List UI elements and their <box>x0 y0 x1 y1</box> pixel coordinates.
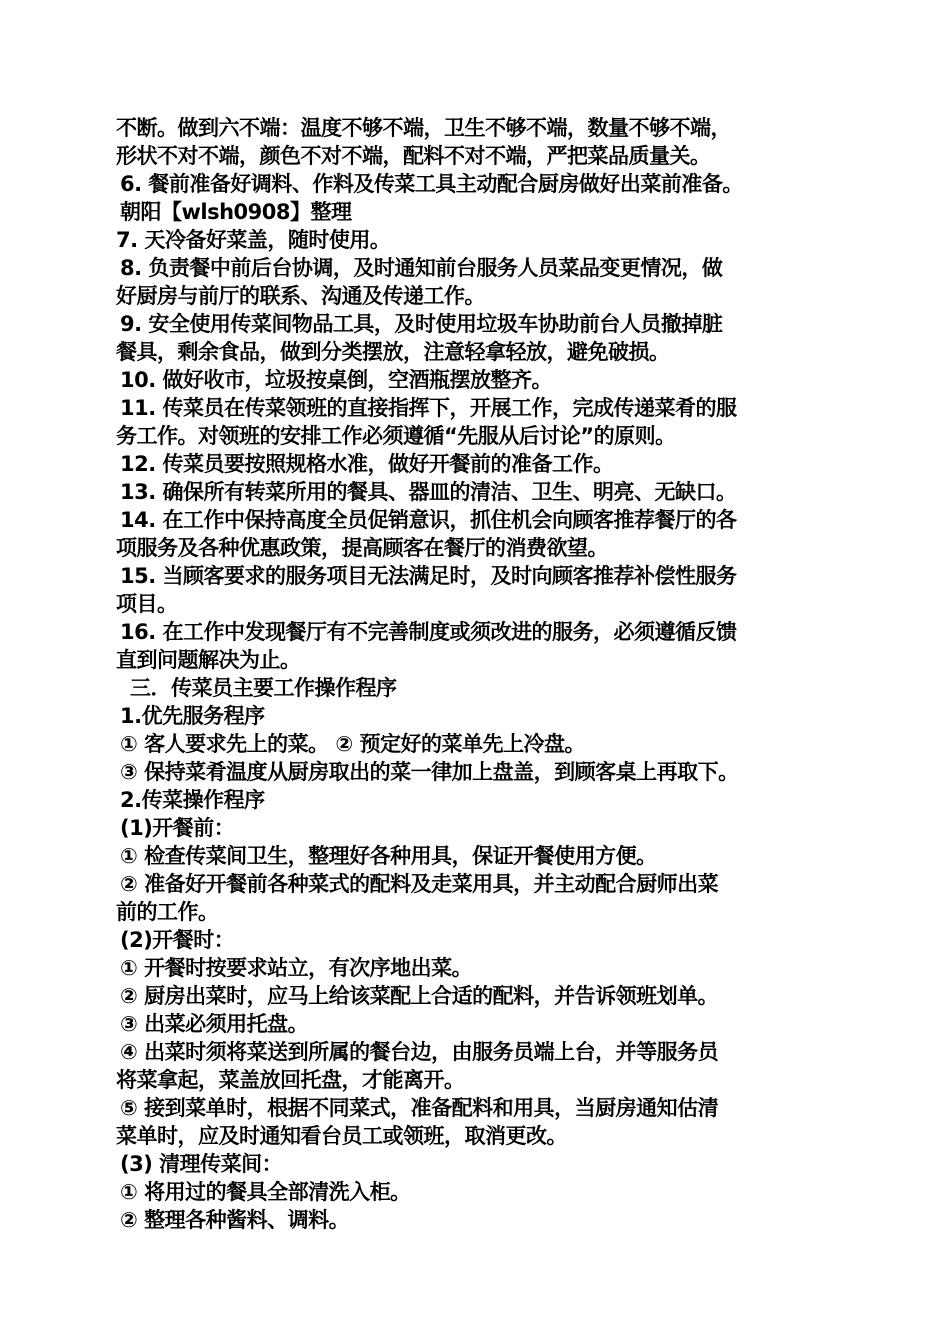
text-line: ⑤ 接到菜单时，根据不同菜式，准备配料和用具，当厨房通知估清 <box>120 1096 719 1120</box>
text-line: 7. 天冷备好菜盖，随时使用。 <box>116 228 391 252</box>
text-line: 朝阳【wlsh0908】整理 <box>120 200 352 224</box>
text-line: 6. 餐前准备好调料、作料及传菜工具主动配合厨房做好出菜前准备。 <box>120 172 743 196</box>
text-line: 直到问题解决为止。 <box>116 648 301 672</box>
text-line: 菜单时，应及时通知看台员工或领班，取消更改。 <box>116 1124 567 1148</box>
text-line: ④ 出菜时须将菜送到所属的餐台边，由服务员端上台，并等服务员 <box>120 1040 719 1064</box>
text-line: 12. 传菜员要按照规格水准，做好开餐前的准备工作。 <box>120 452 614 476</box>
text-line: 1.优先服务程序 <box>120 704 265 728</box>
text-line: 15. 当顾客要求的服务项目无法满足时，及时向顾客推荐补偿性服务 <box>120 564 737 588</box>
text-line: 餐具，剩余食品，做到分类摆放，注意轻拿轻放，避免破损。 <box>116 340 670 364</box>
text-line: 务工作。对领班的安排工作必须遵循“先服从后讨论”的原则。 <box>116 424 676 448</box>
text-line: ② 厨房出菜时，应马上给该菜配上合适的配料，并告诉领班划单。 <box>120 984 719 1008</box>
text-line: 项目。 <box>116 592 178 616</box>
text-line: 项服务及各种优惠政策，提高顾客在餐厅的消费欲望。 <box>116 536 608 560</box>
section-heading: 三．传菜员主要工作操作程序 <box>130 676 397 700</box>
text-line: ② 准备好开餐前各种菜式的配料及走菜用具，并主动配合厨师出菜 <box>120 872 719 896</box>
text-line: 形状不对不端，颜色不对不端，配料不对不端，严把菜品质量关。 <box>116 144 711 168</box>
text-line: 14. 在工作中保持高度全员促销意识，抓住机会向顾客推荐餐厅的各 <box>120 508 737 532</box>
text-line: ③ 出菜必须用托盘。 <box>120 1012 309 1036</box>
text-line: ① 检查传菜间卫生，整理好各种用具，保证开餐使用方便。 <box>120 844 657 868</box>
text-line: ① 将用过的餐具全部清洗入柜。 <box>120 1180 411 1204</box>
text-line: 将菜拿起，菜盖放回托盘，才能离开。 <box>116 1068 465 1092</box>
document-body <box>116 114 836 1234</box>
text-line: 10. 做好收市，垃圾按桌倒，空酒瓶摆放整齐。 <box>120 368 553 392</box>
text-line: (3) 清理传菜间： <box>120 1152 283 1176</box>
text-line: 不断。做到六不端：温度不够不端，卫生不够不端，数量不够不端， <box>116 116 731 140</box>
text-line: 16. 在工作中发现餐厅有不完善制度或须改进的服务，必须遵循反馈 <box>120 620 737 644</box>
text-line: 2.传菜操作程序 <box>120 788 265 812</box>
text-line: 8. 负责餐中前后台协调，及时通知前台服务人员菜品变更情况，做 <box>120 256 723 280</box>
text-line: ① 客人要求先上的菜。 ② 预定好的菜单先上冷盘。 <box>120 732 585 756</box>
text-line: (2)开餐时： <box>120 928 235 952</box>
text-line: ① 开餐时按要求站立，有次序地出菜。 <box>120 956 473 980</box>
text-line: 13. 确保所有转菜所用的餐具、器皿的清洁、卫生、明亮、无缺口。 <box>120 480 737 504</box>
text-line: ③ 保持菜肴温度从厨房取出的菜一律加上盘盖，到顾客桌上再取下。 <box>120 760 739 784</box>
text-line: 11. 传菜员在传菜领班的直接指挥下，开展工作，完成传递菜肴的服 <box>120 396 737 420</box>
text-line: (1)开餐前： <box>120 816 235 840</box>
text-line: 9. 安全使用传菜间物品工具，及时使用垃圾车协助前台人员撤掉脏 <box>120 312 723 336</box>
text-line: ② 整理各种酱料、调料。 <box>120 1208 350 1232</box>
text-line: 前的工作。 <box>116 900 219 924</box>
text-line: 好厨房与前厅的联系、沟通及传递工作。 <box>116 284 485 308</box>
